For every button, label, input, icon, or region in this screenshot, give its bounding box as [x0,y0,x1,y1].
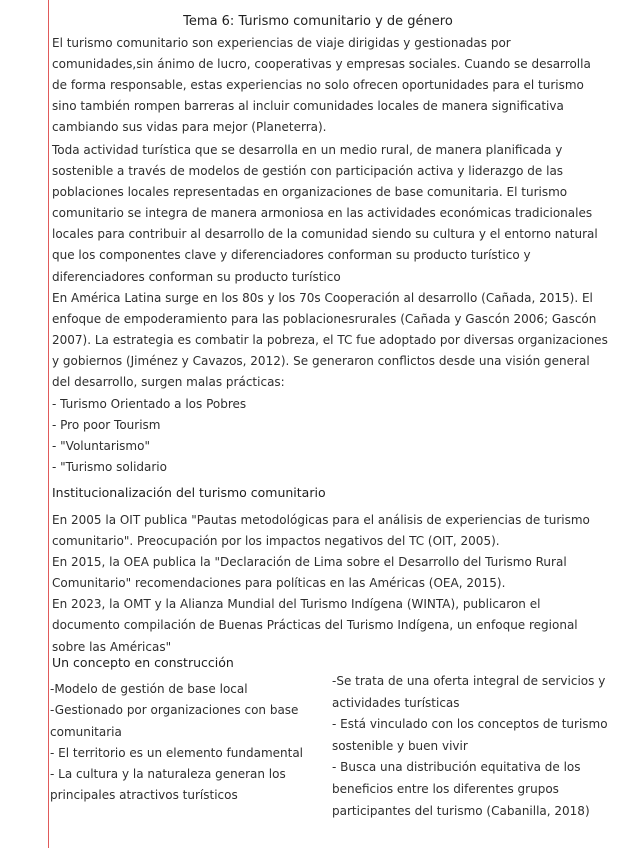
list-item: - Busca una distribución equitativa de los beneficios entre los diferentes grupos participantes del turismo (Cabanilla, 2018) [332,760,590,818]
list-item: - Turismo Orientado a los Pobres [52,397,247,411]
intro-paragraph: El turismo comunitario son experiencias de viaje dirigidas y gestionadas por comunidades,sin ánimo de lucro, cooperativas y empresas sociales. Cuando se desarrolla de forma responsable, estas experiencias no solo ofrecen oportunidades para el turismo sino también rompen barreras al incluir comunidades locales de manera significativa cambiando sus vidas para mejor (Planeterra). [52,36,591,135]
paragraph-2015: En 2015, la OEA publica la "Declaración de Lima sobre el Desarrollo del Turismo Rural Comunitario" recomendaciones para políticas en las Américas (OEA, 2015). [52,555,567,591]
list-item: - Está vinculado con los conceptos de turismo sostenible y buen vivir [332,717,608,753]
list-item: - "Voluntarismo" [52,439,150,454]
list-item: - "Turismo solidario [52,460,167,475]
paragraph-2023: En 2023, la OMT y la Alianza Mundial del Turismo Indígena (WINTA), publicaron el documento compilación de Buenas Prácticas del Turismo Indígena, un enfoque regional sobre las Américas" [52,597,578,654]
institutionalization-heading: Institucionalización del turismo comunitario [52,485,326,500]
list-item: -Modelo de gestión de base local [50,682,248,696]
concept-heading: Un concepto en construcción [52,655,234,670]
bad-practices-list [52,394,452,478]
list-item: - La cultura y la naturaleza generan los principales atractivos turísticos [50,767,286,803]
list-item: -Se trata de una oferta integral de servicios y actividades turísticas [332,674,606,710]
notebook-margin-line [48,0,49,848]
latin-america-paragraph: En América Latina surge en los 80s y los 70s Cooperación al desarrollo (Cañada, 2015). El enfoque de empoderamiento para las poblacionesrurales (Cañada y Gascón 2006; Gascón 2007). La estrategia es combatir la pobreza, el TC fue adoptado por diversas organizaciones y gobiernos (Jiménez y Cavazos, 2012). Se generaron conflictos desde una visión general del desarrollo, surgen malas prácticas: [52,291,608,390]
page-title: Tema 6: Turismo comunitario y de género [183,14,453,29]
paragraph-2005: En 2005 la OIT publica "Pautas metodológicas para el análisis de experiencias de turismo comunitario". Preocupación por los impactos negativos del TC (OIT, 2005). [52,513,590,549]
concept-left-column [50,679,325,807]
institutionalization-section [52,510,612,658]
definition-paragraph: Toda actividad turística que se desarrolla en un medio rural, de manera planificada y sostenible a través de modelos de gestión con participación activa y liderazgo de las poblaciones locales representadas en organizaciones de base comunitaria. El turismo comunitario se integra de manera armoniosa en las actividades económicas tradicionales locales para contribuir al desarrollo de la comunidad siendo su cultura y el entorno natural que los componentes clave y diferenciadores conforman su producto turístico y diferenciadores conforman su producto turístico [52,143,598,284]
list-item: - El territorio es un elemento fundamental [50,745,304,760]
concept-right-column [332,671,617,822]
list-item: - Pro poor Tourism [52,418,161,433]
list-item: -Gestionado por organizaciones con base comunitaria [50,703,299,739]
